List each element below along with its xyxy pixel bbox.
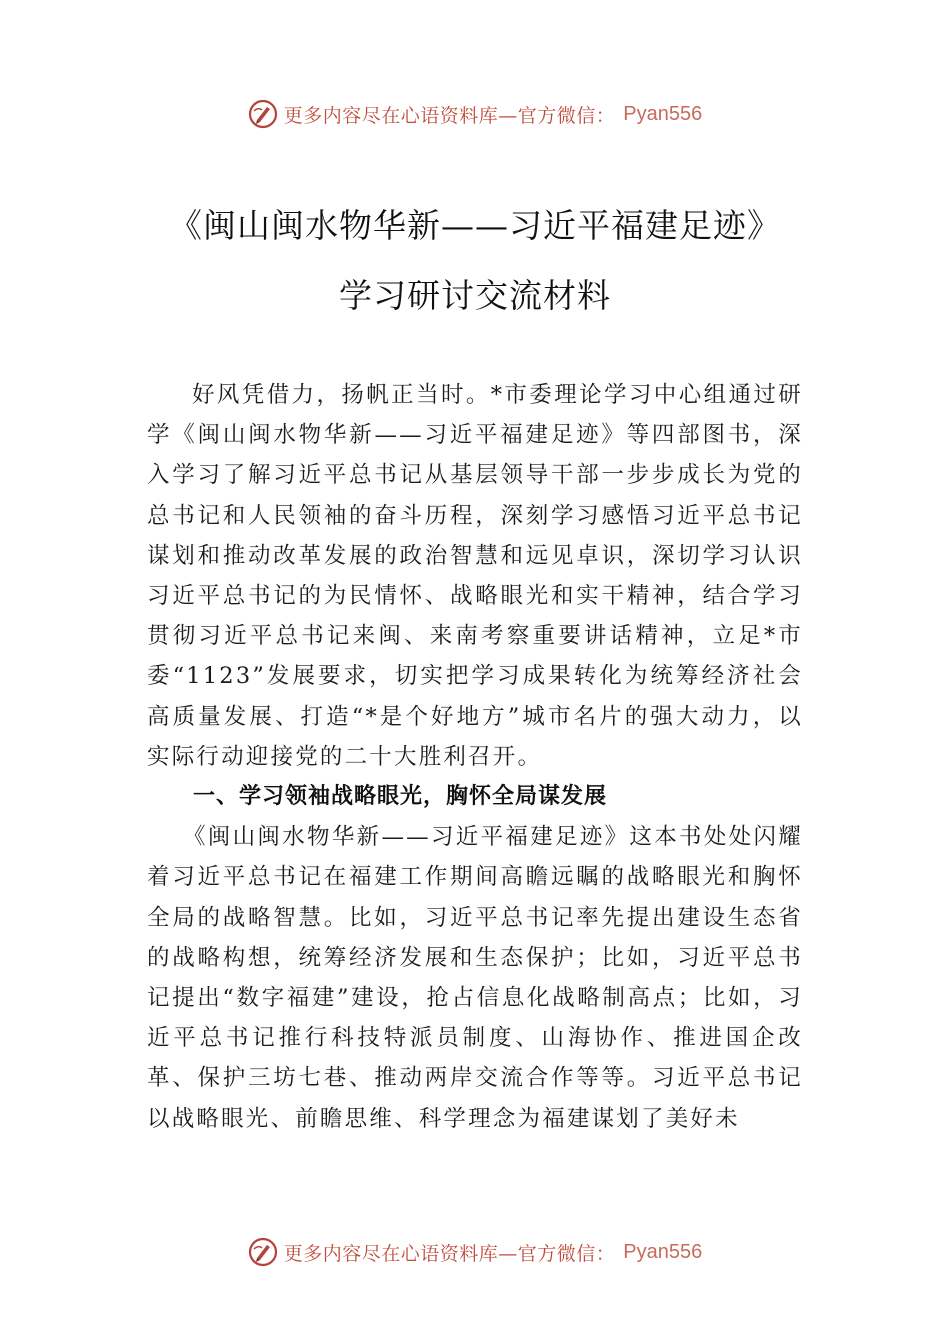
watermark-banner-top <box>0 94 950 134</box>
document-title-line2: 学习研讨交流材料 <box>339 276 611 315</box>
section-heading-1: 一、学习领袖战略眼光，胸怀全局谋发展 <box>193 784 608 810</box>
section-1-paragraph: 《闽山闽水物华新——习近平福建足迹》这本书处处闪耀着习近平总书记在福建工作期间高瞻远瞩的战略眼光和胸怀全局的战略智慧。比如，习近平总书记率先提出建设生态省的战略构想，统筹经济发展和生态保护；比如，习近平总书记提出“数字福建”建设，抢占信息化战略制高点；比如，习近平总书记推行科技特派员制度、山海协作、推进国企改革、保护三坊七巷、推动两岸交流合作等等。习近平总书记以战略眼光、前瞻思维、科学理念为福建谋划了美好未 <box>147 824 803 1132</box>
document-title-line1: 《闽山闽水物华新——习近平福建足迹》 <box>169 206 781 245</box>
document-body <box>147 375 803 1139</box>
watermark-text: 更多内容尽在心语资料库—官方微信： <box>283 104 616 127</box>
pen-logo-icon <box>248 99 278 129</box>
pen-logo-icon <box>248 1237 278 1267</box>
watermark-handle: Pyan556 <box>623 1240 703 1263</box>
intro-paragraph: 好风凭借力，扬帆正当时。*市委理论学习中心组通过研学《闽山闽水物华新——习近平福建足迹》等四部图书，深入学习了解习近平总书记从基层领导干部一步步成长为党的总书记和人民领袖的奋斗历程，深刻学习感悟习近平总书记谋划和推动改革发展的政治智慧和远见卓识，深切学习认识习近平总书记的为民情怀、战略眼光和实干精神，结合学习贯彻习近平总书记来闽、来南考察重要讲话精神，立足*市委“1123”发展要求，切实把学习成果转化为统筹经济社会高质量发展、打造“*是个好地方”城市名片的强大动力，以实际行动迎接党的二十大胜利召开。 <box>147 382 803 770</box>
watermark-text: 更多内容尽在心语资料库—官方微信： <box>283 1242 616 1265</box>
watermark-banner-bottom <box>0 1232 950 1272</box>
watermark-handle: Pyan556 <box>623 102 703 125</box>
